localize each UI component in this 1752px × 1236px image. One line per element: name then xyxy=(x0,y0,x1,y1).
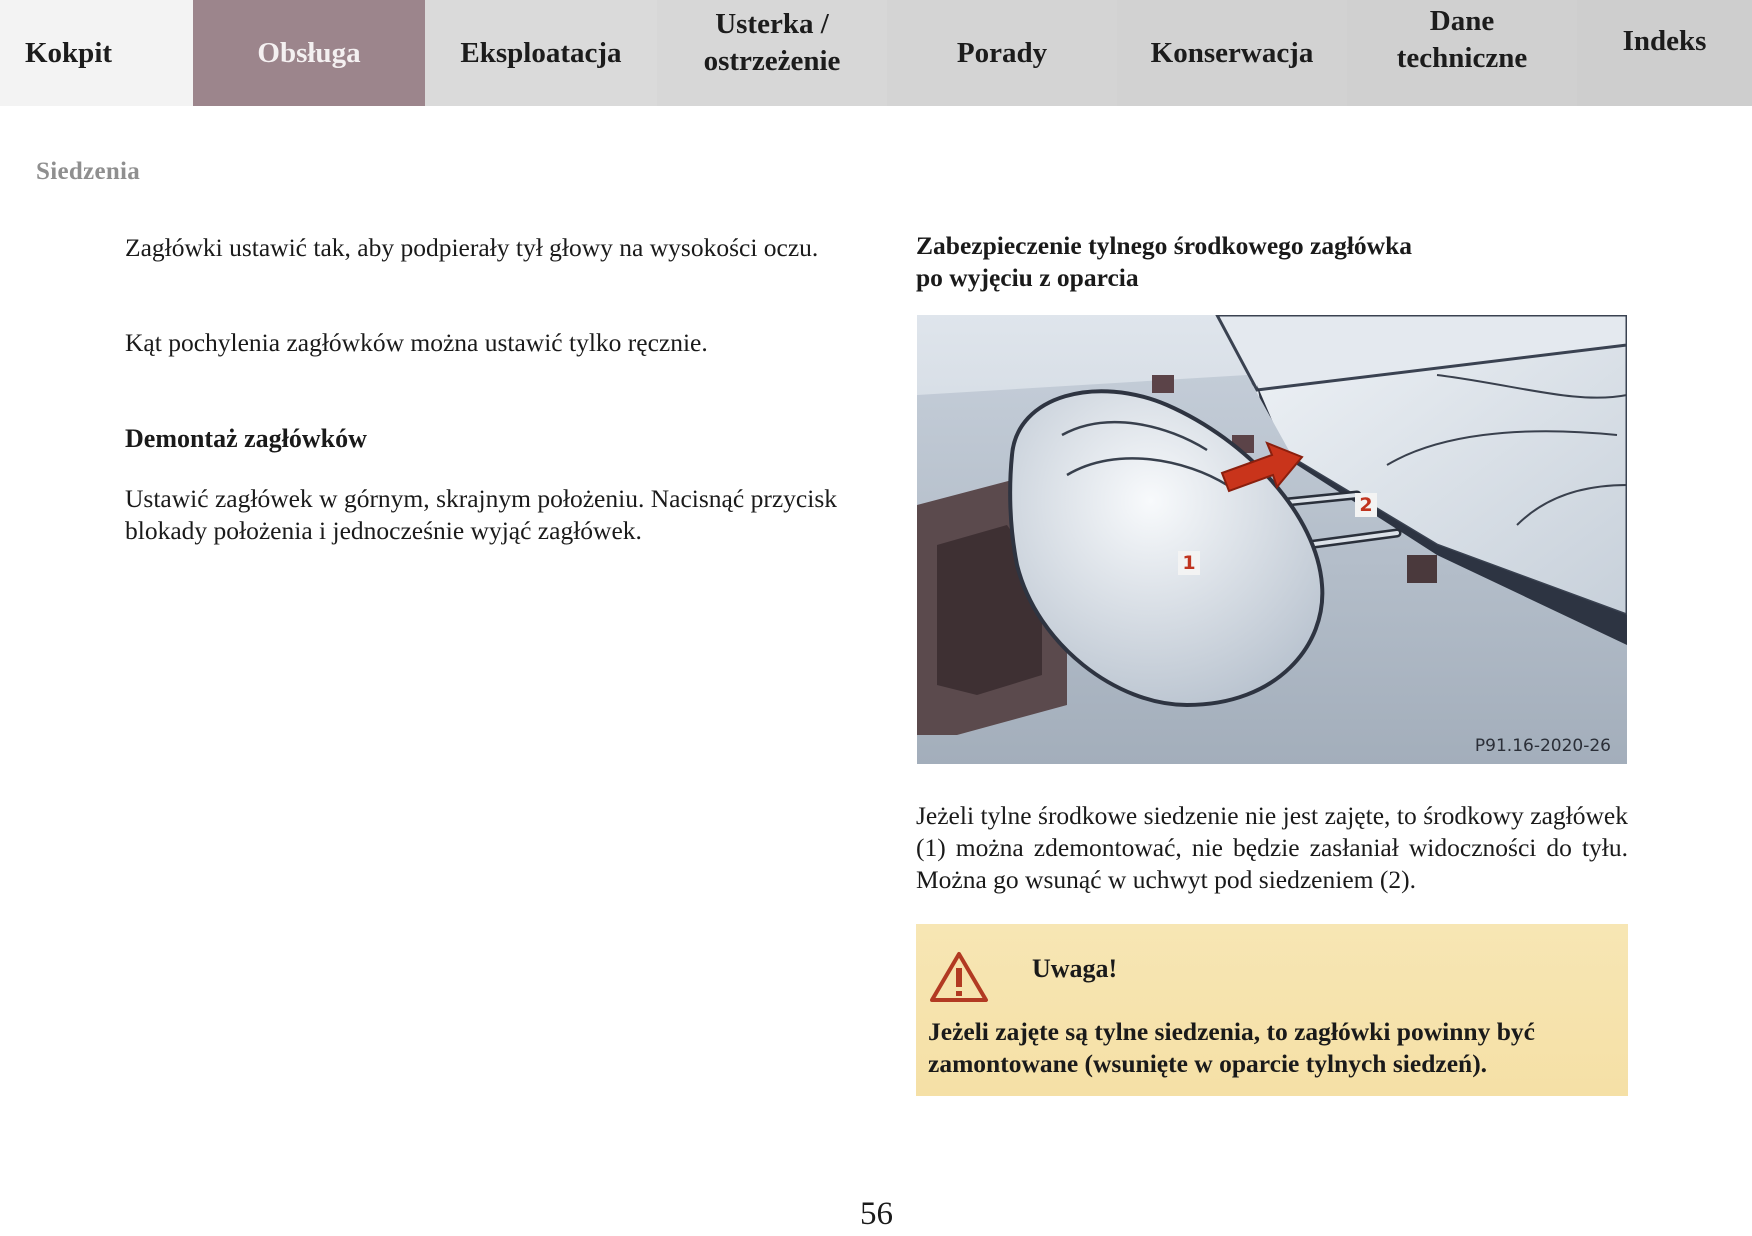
section-tab-bar xyxy=(0,0,1752,106)
paragraph-center-headrest: Jeżeli tylne środkowe siedzenie nie jest zajęte, to środkowy zagłówek (1) można zdemontować, nie będzie zasłaniał widoczności do tyłu. Można go wsunąć w uchwyt pod siedzeniem (2). xyxy=(916,801,1628,894)
heading-rear-center-headrest xyxy=(916,230,1556,294)
heading-headrest-removal: Demontaż zagłówków xyxy=(125,424,367,453)
callout-2: 2 xyxy=(1355,493,1377,517)
tab-kokpit[interactable] xyxy=(0,0,193,106)
tab-porady[interactable] xyxy=(887,0,1117,106)
headrest-drawing xyxy=(917,315,1627,764)
paragraph-headrest-angle: Kąt pochylenia zagłówków można ustawić tylko ręcznie. xyxy=(125,328,708,357)
warning-text: Jeżeli zajęte są tylne siedzenia, to zagłówki powinny być zamontowane (wsunięte w oparcie tylnych siedzeń). xyxy=(928,1017,1535,1078)
tab-obsluga-active[interactable] xyxy=(193,0,425,106)
tab-indeks[interactable] xyxy=(1577,0,1752,106)
tab-label: Eksploatacja xyxy=(460,36,622,69)
page-number: 56 xyxy=(860,1196,893,1232)
heading-text: Zabezpieczenie tylnego środkowego zagłówka po wyjęciu z oparcia xyxy=(916,231,1413,292)
warning-box xyxy=(916,924,1628,1096)
tab-dane-techniczne[interactable] xyxy=(1347,0,1577,106)
paragraph-headrest-removal: Ustawić zagłówek w górnym, skrajnym położeniu. Nacisnąć przycisk blokady położenia i jednocześnie wyjąć zagłówek. xyxy=(125,484,837,545)
figure-code: P91.16-2020-26 xyxy=(1474,736,1611,756)
tab-label: Dane techniczne xyxy=(1396,5,1528,74)
tab-label: Kokpit xyxy=(25,36,113,69)
tab-label: Usterka / ostrzeżenie xyxy=(703,8,841,77)
tab-eksploatacja[interactable] xyxy=(425,0,657,106)
warning-title: Uwaga! xyxy=(1032,954,1118,983)
paragraph-headrest-adjust: Zagłówki ustawić tak, aby podpierały tył głowy na wysokości oczu. xyxy=(125,233,819,262)
tab-label: Indeks xyxy=(1622,25,1707,57)
tab-label: Konserwacja xyxy=(1150,36,1314,69)
callout-1: 1 xyxy=(1178,551,1200,575)
tab-label: Porady xyxy=(956,36,1048,69)
tab-konserwacja[interactable] xyxy=(1117,0,1347,106)
section-title: Siedzenia xyxy=(36,158,141,185)
tab-usterka-ostrzezenie[interactable] xyxy=(657,0,887,106)
headrest-illustration xyxy=(917,315,1627,764)
tab-label: Obsługa xyxy=(257,36,361,69)
warning-triangle-icon xyxy=(928,950,990,1004)
